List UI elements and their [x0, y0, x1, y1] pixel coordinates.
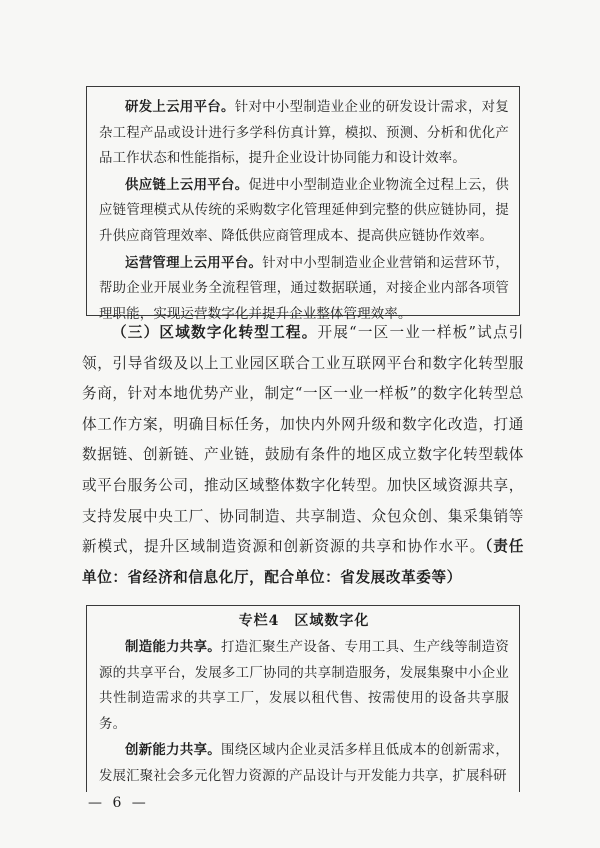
box2-item-manufacturing-text: 打造汇聚生产设备、专用工具、生产线等制造资源的共享平台，发展多工厂协同的共享制造服务，发展集聚中小企业共性制造需求的共享工厂，发展以租代售、按需使用的设备共享服务。 — [99, 640, 509, 732]
section3-body: 开展“一区一业一样板”试点引领，引导省级及以上工业园区联合工业互联网平台和数字化转型服务商，针对本地优势产业，制定“一区一业一样板”的数字化转型总体工作方案，明确目标任务，加快内外网升级和数字化改造，打通数据链、创新链、产业链，鼓励有条件的地区成立数字化转型载体或平台服务公司，推动区域整体数字化转型。加快区域资源共享，支持发展中央工厂、协同制造、共享制造、众包众创、集采集销等新模式，提升区域制造资源和创新资源的共享和协作水平。 — [82, 324, 524, 556]
box1-item-supply-chain-term: 供应链上云用平台。 — [125, 176, 249, 193]
box1-item-supply-chain-text: 促进中小型制造业企业物流全过程上云，供应链管理模式从传统的采购数字化管理延伸到完整的供应链协同，提升供应商管理效率、降低供应商管理成本、提高供应链协作效率。 — [99, 177, 509, 244]
page-number: — 6 — — [88, 795, 149, 811]
section3-paragraph — [82, 318, 524, 593]
section3-responsibility: （责任单位：省经济和信息化厅，配合单位：省发展改革委等） — [82, 538, 524, 586]
box2-item-manufacturing — [99, 635, 509, 737]
box1-item-rd-text: 针对中小型制造业企业的研发设计需求，对复杂工程产品或设计进行多学科仿真计算，模拟、预测、分析和优化产品工作状态和性能指标，提升企业设计协同能力和设计效率。 — [99, 100, 509, 167]
box1-item-operations — [99, 251, 509, 328]
column-box-cloud-platforms — [86, 86, 520, 322]
section-regional-transformation — [82, 318, 524, 593]
box1-item-rd — [99, 95, 509, 172]
box2-item-innovation-term: 创新能力共享。 — [125, 742, 222, 759]
column-box-regional-digitalization — [86, 605, 520, 792]
box1-item-rd-term: 研发上云用平台。 — [125, 99, 235, 115]
box2-item-manufacturing-term: 制造能力共享。 — [125, 639, 222, 655]
box1-item-operations-term: 运营管理上云用平台。 — [125, 254, 263, 271]
box1-item-supply-chain — [99, 173, 509, 250]
section3-heading: （三）区域数字化转型工程。 — [112, 324, 318, 341]
box2-item-innovation — [99, 738, 509, 789]
box1-item-operations-text: 针对中小型制造业企业营销和运营环节，帮助企业开展业务全流程管理，通过数据联通，对接企业内部各项管理职能，实现运营数字化并提升企业整体管理效率。 — [99, 255, 509, 322]
box2-title: 专栏4 区域数字化 — [238, 613, 370, 629]
box2-item-innovation-text: 围绕区域内企业灵活多样且低成本的创新需求，发展汇聚社会多元化智力资源的产品设计与开发能力共享，扩展科研 — [99, 743, 509, 784]
